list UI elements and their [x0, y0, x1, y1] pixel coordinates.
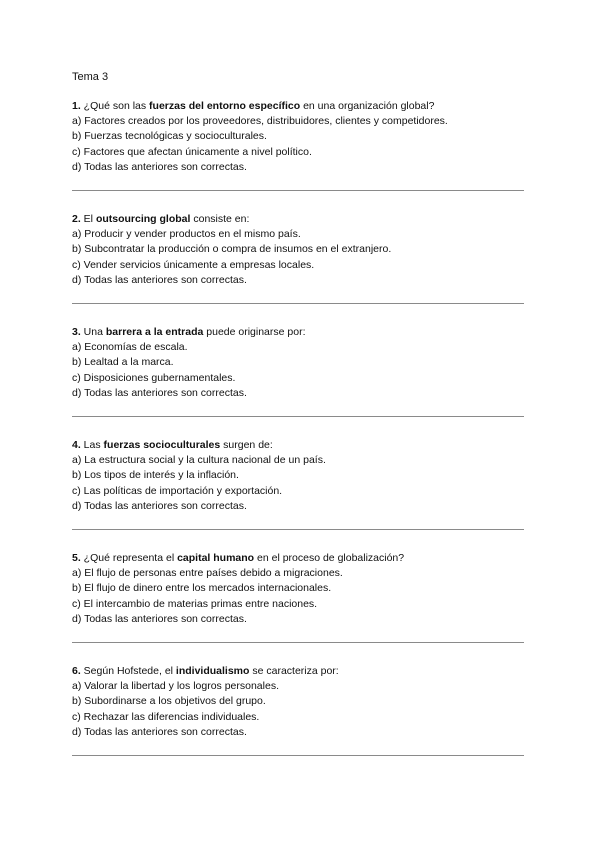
option-a: a) Producir y vender productos en el mismo país. [72, 228, 301, 241]
question-text [72, 212, 524, 227]
question-5 [72, 551, 524, 643]
option-c: c) El intercambio de materias primas entre naciones. [72, 597, 318, 610]
question-text-post: se caracteriza por: [249, 665, 339, 678]
question-text-pre: Según Hofstede, el [80, 665, 176, 678]
option-a: a) Factores creados por los proveedores, distribuidores, clientes y competidores. [72, 115, 448, 128]
question-keyword: fuerzas socioculturales [103, 439, 221, 452]
question-text-pre: Las [80, 439, 104, 452]
question-number: 6. [72, 665, 81, 678]
question-number: 2. [72, 213, 81, 226]
question-text [72, 664, 524, 679]
option-c: c) Factores que afectan únicamente a nivel político. [72, 145, 312, 158]
option-b: b) Los tipos de interés y la inflación. [72, 469, 239, 482]
spacer [72, 417, 524, 438]
spacer [72, 643, 524, 664]
question-text [72, 551, 524, 566]
document-page [72, 70, 524, 756]
question-text-post: en una organización global? [300, 100, 435, 112]
divider-line [72, 755, 524, 756]
option-c: c) Las políticas de importación y exportación. [72, 484, 283, 497]
option-b: b) Lealtad a la marca. [72, 356, 174, 369]
question-number: 5. [72, 552, 81, 565]
question-number: 3. [72, 326, 81, 339]
option-b: b) Subordinarse a los objetivos del grupo. [72, 695, 266, 708]
question-text-pre: ¿Qué representa el [80, 552, 178, 565]
question-1 [72, 99, 524, 191]
question-text [72, 438, 524, 453]
document-title: Tema 3 [72, 71, 109, 83]
question-6 [72, 664, 524, 756]
question-keyword: barrera a la entrada [105, 326, 204, 339]
question-text-post: consiste en: [190, 213, 250, 226]
option-d: d) Todas las anteriores son correctas. [72, 725, 247, 738]
question-2 [72, 212, 524, 304]
option-c: c) Vender servicios únicamente a empresas locales. [72, 258, 315, 271]
option-d: d) Todas las anteriores son correctas. [72, 612, 247, 625]
option-b: b) El flujo de dinero entre los mercados internacionales. [72, 582, 332, 595]
spacer [72, 304, 524, 325]
question-3 [72, 325, 524, 417]
option-c: c) Rechazar las diferencias individuales. [72, 710, 260, 723]
option-d: d) Todas las anteriores son correctas. [72, 160, 247, 173]
option-d: d) Todas las anteriores son correctas. [72, 499, 247, 512]
question-number: 4. [72, 439, 81, 452]
question-keyword: individualismo [175, 665, 250, 678]
spacer [72, 191, 524, 212]
option-a: a) El flujo de personas entre países debido a migraciones. [72, 567, 343, 580]
question-text-post: surgen de: [220, 439, 273, 452]
question-keyword: capital humano [177, 552, 255, 565]
question-text [72, 99, 524, 114]
option-c: c) Disposiciones gubernamentales. [72, 371, 236, 384]
option-b: b) Fuerzas tecnológicas y socioculturales. [72, 130, 267, 143]
option-d: d) Todas las anteriores son correctas. [72, 273, 247, 286]
question-text-post: en el proceso de globalización? [254, 552, 405, 565]
question-number: 1. [72, 100, 81, 112]
question-keyword: outsourcing global [95, 213, 191, 226]
option-a: a) Valorar la libertad y los logros personales. [72, 680, 279, 693]
option-d: d) Todas las anteriores son correctas. [72, 386, 247, 399]
option-a: a) La estructura social y la cultura nacional de un país. [72, 454, 326, 467]
option-a: a) Economías de escala. [72, 341, 188, 354]
question-list [72, 99, 524, 756]
question-text-pre: El [80, 213, 96, 226]
question-keyword: fuerzas del entorno específico [149, 100, 301, 112]
question-text-post: puede originarse por: [203, 326, 306, 339]
question-text-pre: ¿Qué son las [80, 100, 150, 112]
option-b: b) Subcontratar la producción o compra de insumos en el extranjero. [72, 243, 392, 256]
question-4 [72, 438, 524, 530]
question-text [72, 325, 524, 340]
question-text-pre: Una [80, 326, 106, 339]
spacer [72, 530, 524, 551]
